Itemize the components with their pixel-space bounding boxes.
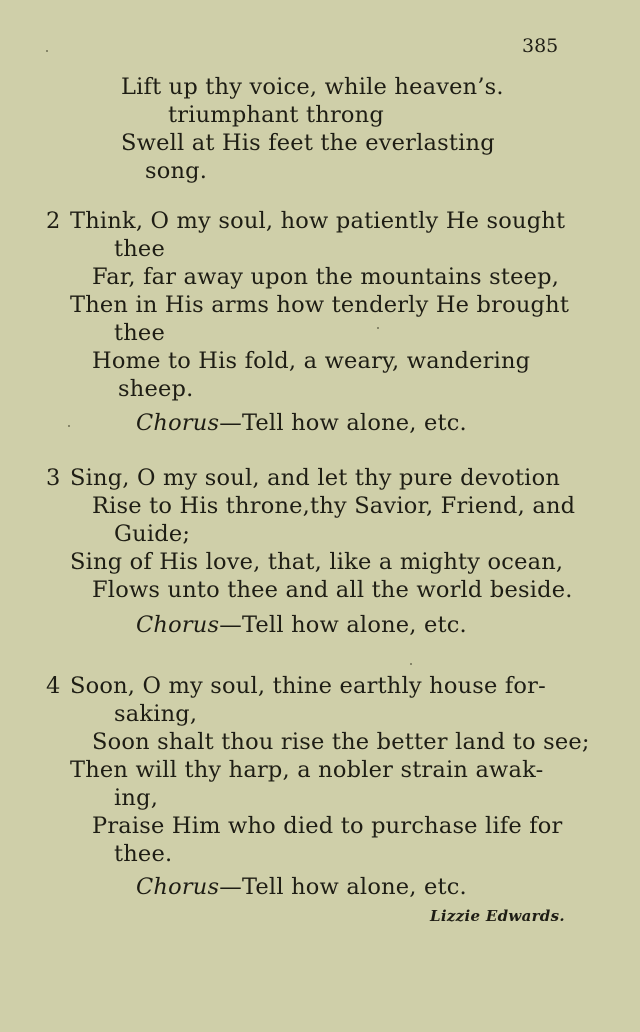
verse-line: Think, O my soul, how patiently He sought [70, 208, 566, 234]
verse-line: Then will thy harp, a nobler strain awak- [70, 757, 544, 783]
verse-line: thee [114, 236, 165, 262]
verse-number: 3 [46, 465, 61, 491]
intro-line: Swell at His feet the everlasting [121, 130, 495, 156]
verse-line: thee [114, 320, 165, 346]
paper-speck [410, 663, 412, 665]
verse-line: Home to His fold, a weary, wandering [92, 348, 531, 374]
verse-line: Guide; [114, 521, 191, 547]
chorus-label: Chorus [136, 410, 220, 436]
verse-line: Soon shalt thou rise the better land to see; [92, 729, 590, 755]
verse-line: Flows unto thee and all the world beside. [92, 577, 573, 603]
verse-line: sheep. [118, 376, 194, 402]
author-credit: Lizzie Edwards. [430, 907, 565, 925]
verse-line: Sing of His love, that, like a mighty ocean, [70, 549, 564, 575]
verse-line: saking, [114, 701, 198, 727]
verse-line: Then in His arms how tenderly He brought [70, 292, 570, 318]
verse-line: Sing, O my soul, and let thy pure devotion [70, 465, 561, 491]
verse-number: 4 [46, 673, 61, 699]
paper-speck [68, 425, 70, 427]
verse-line: Praise Him who died to purchase life for [92, 813, 563, 839]
intro-line: triumphant throng [168, 102, 384, 128]
verse-line: ing, [114, 785, 159, 811]
paper-speck [46, 50, 48, 52]
page-number: 385 [522, 35, 559, 57]
chorus-label: Chorus [136, 874, 220, 900]
chorus-text: —Tell how alone, etc. [219, 874, 467, 900]
chorus-line [136, 611, 467, 639]
verse-line: Rise to His throne,thy Savior, Friend, and [92, 493, 576, 519]
intro-line: Lift up thy voice, while heaven’s. [121, 74, 504, 100]
paper-speck [377, 327, 379, 329]
chorus-label: Chorus [136, 612, 220, 638]
verse-line: Soon, O my soul, thine earthly house for- [70, 673, 546, 699]
intro-line: song. [145, 158, 208, 184]
chorus-text: —Tell how alone, etc. [219, 612, 467, 638]
chorus-text: —Tell how alone, etc. [219, 410, 467, 436]
verse-line: Far, far away upon the mountains steep, [92, 264, 560, 290]
verse-line: thee. [114, 841, 173, 867]
chorus-line [136, 409, 467, 437]
verse-number: 2 [46, 208, 61, 234]
chorus-line [136, 873, 467, 901]
